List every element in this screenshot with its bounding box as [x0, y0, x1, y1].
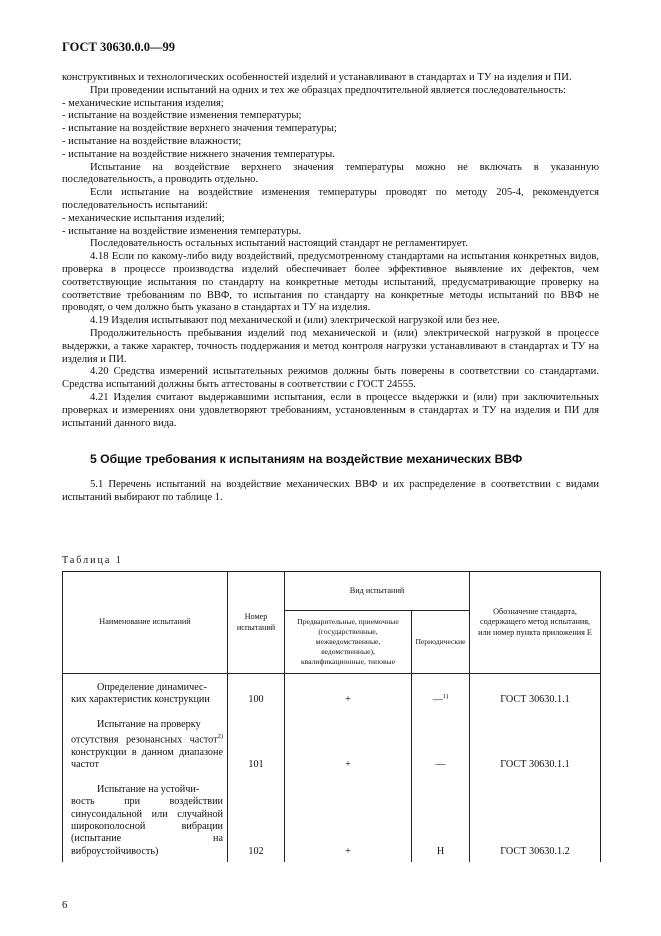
- paragraph: конструктивных и технологических особенностей изделий и устанавливают в стандартах и ТУ на изделия и ПИ.: [62, 72, 572, 83]
- list-item: - механические испытания изделия;: [62, 97, 224, 109]
- header-kind-prelim: Предварительные, приемочные (государственные, межведомственные, ведомственные), квалификационные, типовые: [285, 611, 412, 674]
- section-heading: 5 Общие требования к испытаниям на воздействие механических ВВФ: [90, 452, 523, 467]
- table-row: [63, 711, 601, 776]
- cell-standard: ГОСТ 30630.1.2: [470, 776, 601, 862]
- paragraph: 4.21 Изделия считают выдержавшими испытания, если в процессе выдержки и (или) при заключительных проверках и измерениях они удовлетворяют требованиям, установленным в стандартах и ТУ на изделия и ПИ для испытаний данного вида.: [62, 391, 599, 429]
- paragraph: 4.18 Если по какому-либо виду воздействий, предусмотренному стандартами на испытания конкретных видов, проверка в процессе производства изделий обеспечивает более эффективное выявление их дефектов, чем соответствующие испытания по стандарту на конкретные методы испытаний, предусматривающие проверку на соответствие требованиям по ВВФ, то испытания по стандарту на конкретные методы испытаний по ВВФ не проводят, о чем должно быть указано в стандартах и ТУ на изделия.: [62, 251, 599, 314]
- list-item: - испытание на воздействие верхнего значения температуры;: [62, 123, 337, 135]
- paragraph: 5.1 Перечень испытаний на воздействие механических ВВФ и их распределение в соответствии с видами испытаний выбирают по таблице 1.: [62, 479, 599, 503]
- name-first-line: Испытание на проверку: [97, 718, 201, 730]
- name-first-line: Определение динамичес-: [97, 682, 207, 693]
- header-kind-periodic: Периодические: [412, 611, 470, 674]
- list-item: - испытание на воздействие влажности;: [62, 135, 242, 147]
- cell-name: [63, 674, 228, 711]
- footnote-mark: 1): [442, 693, 449, 701]
- list-item: - испытание на воздействие изменения температуры;: [62, 110, 302, 122]
- cell-prelim: +: [285, 711, 412, 776]
- table-row: [63, 674, 601, 711]
- cell-periodic: [412, 711, 470, 776]
- name-rest: отсутствия резонансных частот: [71, 734, 218, 746]
- cell-name: [63, 776, 228, 862]
- header-standard: Обозначение стандарта, содержащего метод испытания, или номер пункта приложения Е: [470, 572, 601, 674]
- paragraph: 4.20 Средства измерений испытательных режимов должны быть поверены в соответствии со стандартами. Средства испытаний должны быть аттестованы в соответствии с ГОСТ 24555.: [62, 366, 599, 391]
- list-item: - испытание на воздействие изменения температуры.: [62, 225, 302, 237]
- table-row: [63, 776, 601, 862]
- cell-number: 101: [228, 711, 285, 776]
- cell-periodic: [412, 776, 470, 862]
- periodic-value: —: [432, 694, 443, 706]
- name-rest: ких характеристик конструкции: [71, 694, 210, 706]
- cell-number: 102: [228, 776, 285, 862]
- cell-number: 100: [228, 674, 285, 711]
- table-caption: Таблица 1: [62, 555, 123, 566]
- document-header: ГОСТ 30630.0.0—99: [62, 40, 176, 54]
- cell-standard: ГОСТ 30630.1.1: [470, 674, 601, 711]
- tests-table: [62, 571, 601, 862]
- header-number: Номер испытаний: [228, 572, 285, 674]
- name-rest: вость при воздействии синусоидальной или случайной широкополосной вибрации (испытание на виброустойчивость): [71, 796, 223, 857]
- cell-periodic: [412, 674, 470, 711]
- paragraph: Если испытание на воздействие изменения температуры проводят по методу 205-4, рекомендуется последовательность испытаний:: [62, 187, 599, 211]
- cell-prelim: +: [285, 776, 412, 862]
- cell-name: [63, 711, 228, 776]
- paragraph: Испытание на воздействие верхнего значения температуры можно не включать в указанную последовательность, а проводить отдельно.: [62, 161, 599, 186]
- paragraph: Последовательность остальных испытаний настоящий стандарт не регламентирует.: [90, 238, 468, 250]
- page-number: 6: [62, 900, 68, 911]
- footnote-mark: 2): [217, 733, 223, 741]
- header-kind-group: Вид испытаний: [285, 572, 470, 611]
- cell-standard: ГОСТ 30630.1.1: [470, 711, 601, 776]
- paragraph: 4.19 Изделия испытывают под механической и (или) электрической нагрузкой или без нее.: [90, 315, 500, 327]
- periodic-value: Н: [436, 845, 445, 857]
- header-name: Наименование испытаний: [63, 572, 228, 674]
- name-tail: конструкции в данном диапазоне частот: [71, 747, 223, 771]
- name-first-line: Испытание на устойчи-: [97, 783, 200, 795]
- paragraph: При проведении испытаний на одних и тех же образцах предпочтительной является последовательность:: [90, 84, 567, 96]
- paragraph: Продолжительность пребывания изделий под механической и (или) электрической нагрузкой в процессе выдержки, а также характер, точность поддержания и метод контроля нагрузки устанавливают в стандартах и ТУ на изделия и ПИ.: [62, 327, 599, 365]
- cell-prelim: +: [285, 674, 412, 711]
- document-body: [62, 72, 599, 505]
- list-item: - механические испытания изделий;: [62, 212, 225, 224]
- periodic-value: —: [435, 759, 446, 771]
- list-item: - испытание на воздействие нижнего значения температуры.: [62, 148, 335, 160]
